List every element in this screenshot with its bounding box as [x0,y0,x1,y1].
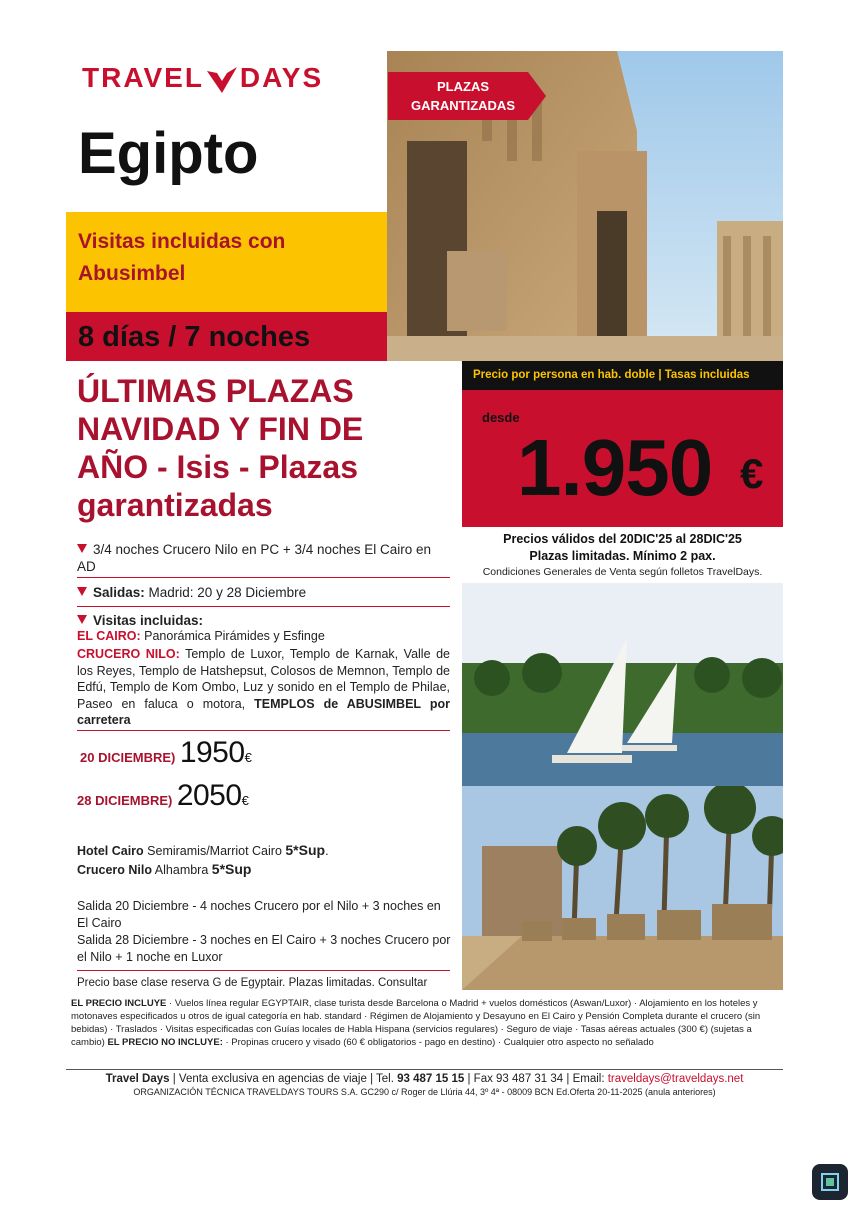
sphinx-avenue-photo [462,786,783,990]
app-badge-icon[interactable] [812,1164,848,1200]
bullet-triangle-icon [77,544,87,553]
visit-cairo [77,628,450,645]
validity-limits: Plazas limitadas. Mínimo 2 pax. [529,549,716,563]
footer-text-2: | Fax 93 487 31 34 | Email: [464,1073,608,1085]
nilo-text: Templo de Luxor, Templo de Karnak, Valle de los Reyes, Templo de Hatshepsut, Colosos de Memnon, Templo de Edfú, Templo de Kom Ombo, Luz y sonido en el Templo de Philae, Paseo en faluca o motora, [77,647,450,711]
price-amount: 1.950 [517,423,713,512]
date-label: 28 DICIEMBRE) [77,793,173,808]
hotel-tail: . [325,844,329,858]
hotel-crucero [77,861,251,877]
bullet-triangle-icon [77,587,87,596]
visits-band-line1: Visitas incluidas con [78,230,286,253]
footer-divider [66,1069,783,1070]
price-box [462,390,783,527]
bullet-salidas [77,584,451,601]
salidas-label: Salidas: [93,585,145,600]
price-caption: Precio por persona en hab. doble | Tasas incluidas [473,369,750,381]
date-currency: € [241,793,249,808]
no-incluye-label: EL PRECIO NO INCLUYE: [107,1037,223,1048]
visit-nilo [77,646,450,729]
price-desde: desde [482,410,520,425]
hotel-cairo [77,842,329,858]
cairo-label: EL CAIRO: [77,629,141,643]
duration-text: 8 días / 7 noches [78,321,311,353]
logo-text-right: DAYS [239,62,324,93]
brand-logo [82,62,323,97]
no-incluye-text: · Propinas crucero y visado (60 € obligatorios - pago en destino) · Cualquier otro aspecto no señalado [222,1037,654,1048]
bullet-visitas [77,612,451,629]
guaranteed-ribbon [388,72,546,120]
visits-band-line2: Abusimbel [78,262,186,285]
headline-line: AÑO - Isis - Plazas [77,449,358,485]
hotel-name: Semiramis/Marriot Cairo [143,844,286,858]
bullet-crucero-text: 3/4 noches Crucero Nilo en PC + 3/4 noches El Cairo en AD [77,542,432,574]
price-currency: € [740,450,764,497]
headline-line: garantizadas [77,487,273,523]
hotel-name: Alhambra [152,863,212,877]
hotel-label: Crucero Nilo [77,863,153,877]
salida-detail-2: Salida 28 Diciembre - 3 noches en El Cairo + 3 noches Crucero por el Nilo + 1 noche en Luxor [77,933,451,964]
logo-text-left: TRAVEL [82,62,204,93]
footer-organization: ORGANIZACIÓN TÉCNICA TRAVELDAYS TOURS S.A. GC290 c/ Roger de Llúria 44, 3º 4ª - 08009 BCN Ed.Oferta 20-11-2025 (anula anteriores) [133,1087,716,1097]
incluye-label: EL PRECIO INCLUYE [71,998,167,1009]
divider [77,730,450,731]
felucca-photo [462,583,783,786]
visits-band [66,212,387,312]
divider [77,577,450,578]
date-price: 1950 [179,736,245,769]
precio-base: Precio base clase reserva G de Egyptair. Plazas limitadas. Consultar [77,977,428,989]
price-caption-bar [462,361,783,390]
ribbon-line1: PLAZAS [437,79,489,94]
footer-text-1: | Venta exclusiva en agencias de viaje | Tel. [169,1073,398,1085]
validity-dates: Precios válidos del 20DIC'25 al 28DIC'25 [503,532,742,546]
divider [77,606,450,607]
divider [77,970,450,971]
general-conditions: Condiciones Generales de Venta según folletos TravelDays. [482,566,763,578]
headline-line: ÚLTIMAS PLAZAS [77,373,354,409]
destination-title: Egipto [78,121,259,186]
footer-company: Travel Days [105,1073,170,1085]
cairo-text: Panorámica Pirámides y Esfinge [140,629,325,643]
bird-logo-icon [205,63,239,97]
date-label: 20 DICIEMBRE) [80,750,176,765]
date-row-1 [80,736,252,770]
date-currency: € [244,750,252,765]
bullet-triangle-icon [77,615,87,624]
ribbon-line2: GARANTIZADAS [411,98,515,113]
date-price: 2050 [176,779,242,812]
nilo-bold: TEMPLOS de ABUSIMBEL por carretera [77,696,450,727]
price-includes [71,997,783,1049]
headline-line: NAVIDAD Y FIN DE [77,411,364,447]
duration-band [66,312,387,361]
hotel-category: 5*Sup [211,861,252,877]
footer-tel: 93 487 15 15 [397,1073,465,1085]
salida-detail-1: Salida 20 Diciembre - 4 noches Crucero por el Nilo + 3 noches en El Cairo [77,899,441,930]
visitas-label: Visitas incluidas: [93,613,204,628]
date-row-2 [77,779,249,813]
salidas-text: Madrid: 20 y 28 Diciembre [144,585,307,600]
incluye-text: · Vuelos línea regular EGYPTAIR, clase turista desde Barcelona o Madrid + vuelos domésticos (Aswan/Luxor) · Alojamiento en los hoteles y motonaves especificados u otros de igual categoría en hab. standard · Régimen de Alojamiento y Desayuno en El Cairo y Pensión Completa durante el crucero (sin bebidas) · Traslados · Visitas especificadas con Guías locales de Habla Hispana (servicios regulares) · Seguro de viaje · Tasas aéreas actuales (300 €) (sujetas a cambio) [71,998,761,1048]
footer-contact [66,1073,783,1085]
offer-headline [77,372,407,524]
bullet-crucero [77,541,451,575]
hotel-category: 5*Sup [285,842,326,858]
footer-email-link[interactable]: traveldays@traveldays.net [607,1073,744,1085]
nilo-label: CRUCERO NILO: [77,647,180,661]
hotel-label: Hotel Cairo [77,844,144,858]
